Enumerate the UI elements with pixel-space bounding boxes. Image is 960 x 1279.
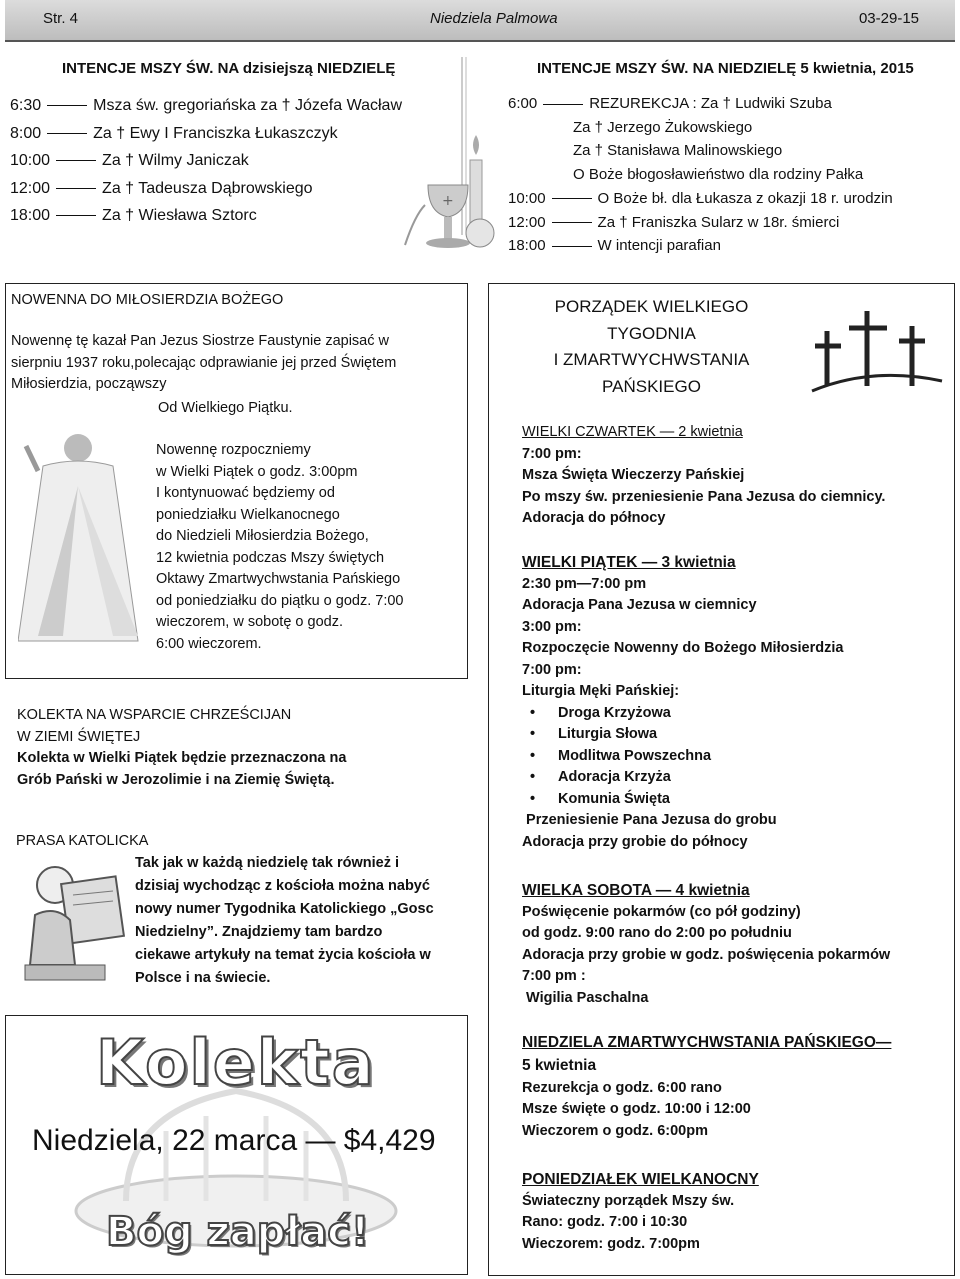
divine-mercy-image — [18, 426, 153, 646]
intention-line: 10:00 O Boże bł. dla Łukasza z okazji 18 r. urodzin — [508, 189, 893, 207]
intention-line: Za † Jerzego Żukowskiego — [573, 118, 753, 136]
bulletin-date: 03-29-15 — [858, 10, 919, 27]
intentions-today-list — [10, 92, 430, 230]
svg-text:+: + — [442, 193, 454, 209]
page-number: Str. 4 — [43, 10, 79, 27]
saturday-section: WIELKA SOBOTA — 4 kwietnia Poświęcenie pokarmów (co pół godziny) od godz. 9:00 rano do 2:00 po południu Adoracja przy grobie w godz. poświęcenia pokarmów 7:00 pm : Wigilia Paschalna — [522, 882, 891, 1006]
novena-intro: Nowennę tę kazał Pan Jezus Siostrze Faustynie zapisać w sierpniu 1937 roku,polecając odprawianie jej przed Świętem Miłosierdzia, począwszy — [11, 333, 397, 392]
intention-line: O Boże błogosławieństwo dla rodziny Pałka — [573, 166, 864, 184]
intentions-today-title: INTENCJE MSZY ŚW. NA dzisiejszą NIEDZIELĘ — [62, 60, 396, 77]
newspaper-reader-icon — [15, 855, 130, 985]
friday-section: WIELKI PIĄTEK — 3 kwietnia 2:30 pm—7:00 pm Adoracja Pana Jezusa w ciemnicy 3:00 pm: Rozpoczęcie Nowenny do Bożego Miłosierdzia 7:00 pm: Liturgia Męki Pańskiej: • Droga Krzyżowa • Liturgia Słowa • Modlitwa Powszechna • Adoracja Krzyża • Komunia Święta Przeniesienie Pana Jezusa do grobu Adoracja przy grobie do północy — [522, 552, 952, 853]
list-item: • Liturgia Słowa — [558, 724, 952, 746]
bulletin-title: Niedziela Palmowa — [430, 10, 558, 27]
intention-line: 6:30 Msza św. gregoriańska za † Józefa Wacław — [10, 97, 403, 114]
holy-week-title: PORZĄDEK WIELKIEGO TYGODNIA I ZMARTWYCHWSTANIA PAŃSKIEGO — [553, 297, 750, 396]
thanks-text: Bóg zapłać! — [106, 1209, 370, 1255]
list-item: • Komunia Święta — [558, 789, 952, 811]
monday-section: PONIEDZIAŁEK WIELKANOCNY Świateczny porządek Mszy św. Rano: godz. 7:00 i 10:30 Wieczorem: godz. 7:00pm — [522, 1171, 759, 1252]
thursday-section: WIELKI CZWARTEK — 2 kwietnia 7:00 pm: Msza Święta Wieczerzy Pańskiej Po mszy św. przeniesienie Pana Jezusa do ciemnicy. Adoracja do północy — [522, 424, 886, 526]
three-crosses-icon — [807, 296, 947, 396]
kolekta-title: Kolekta — [96, 1026, 376, 1099]
list-item: • Adoracja Krzyża — [558, 767, 952, 789]
page-header — [5, 0, 955, 42]
novena-intro-end: Od Wielkiego Piątku. — [158, 400, 293, 416]
intention-line: 12:00 Za † Franiszka Sularz w 18r. śmierci — [508, 213, 840, 231]
intention-line: 12:00 Za † Tadeusza Dąbrowskiego — [10, 179, 313, 197]
intention-line: 10:00 Za † Wilmy Janiczak — [10, 152, 249, 169]
novena-details: Nowennę rozpoczniemy w Wielki Piątek o godz. 3:00pm I kontynuować będziemy od poniedziałku Wielkanocnego do Niedzieli Miłosierdzia Bożego, 12 kwietnia podczas Mszy świętych Oktawy Zmartwychwstania Pańskiego od poniedziałku do piątku o godz. 7:00 wieczorem, w sobotę o godz. 6:00 wieczorem. — [156, 442, 404, 652]
intention-line: 18:00 Za † Wiesława Sztorc — [10, 207, 257, 224]
press-text: Tak jak w każdą niedzielę tak również i dzisiaj wychodząc z kościoła można nabyć nowy numer Tygodnika Katolickiego „Gosc Niedzielny”. Znajdziemy tam bardzo ciekawe artykuły na temat życia kościoła w Polsce i na świecie. — [135, 855, 434, 986]
intention-line: 8:00 Za † Ewy I Franciszka Łukaszczyk — [10, 124, 338, 142]
intention-line: 18:00 W intencji parafian — [508, 237, 721, 255]
intention-line: 6:00 REZUREKCJA : Za † Ludwiki Szuba — [508, 95, 832, 112]
novena-title: NOWENNA DO MIŁOSIERDZIA BOŻEGO — [11, 292, 284, 308]
intentions-next-title: INTENCJE MSZY ŚW. NA NIEDZIELĘ 5 kwietnia, 2015 — [537, 60, 914, 77]
easter-section: NIEDZIELA ZMARTWYCHWSTANIA PAŃSKIEGO— 5 kwietnia Rezurekcja o godz. 6:00 rano Msze święte o godz. 10:00 i 12:00 Wieczorem o godz. 6:00pm — [522, 1034, 892, 1139]
holy-week-box — [488, 283, 955, 1276]
press-title: PRASA KATOLICKA — [16, 833, 149, 849]
intention-line: Za † Stanisława Malinowskiego — [573, 142, 783, 160]
chalice-candle-icon — [400, 55, 500, 255]
list-item: • Droga Krzyżowa — [558, 703, 952, 725]
liturgy-list — [522, 703, 952, 811]
novena-box — [5, 283, 468, 679]
list-item: • Modlitwa Powszechna — [558, 746, 952, 768]
kolekta-box — [5, 1015, 468, 1275]
kolekta-amount: Niedziela, 22 marca — $4,429 — [32, 1124, 436, 1157]
holy-land-collection: KOLEKTA NA WSPARCIE CHRZEŚCIJAN W ZIEMI ŚWIĘTEJ Kolekta w Wielki Piątek będzie przeznaczona na Grób Pański w Jerozolimie i na Ziemię Świętą. — [17, 707, 347, 788]
intentions-next-list — [508, 92, 953, 258]
